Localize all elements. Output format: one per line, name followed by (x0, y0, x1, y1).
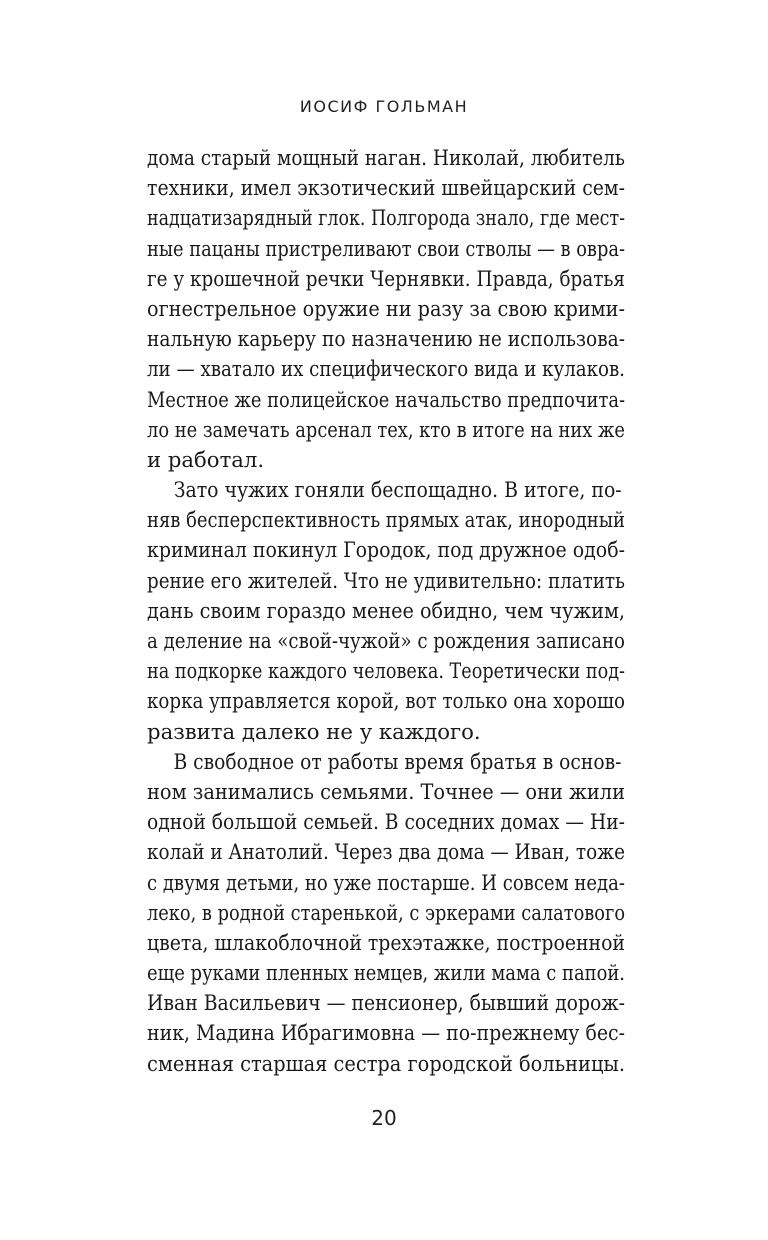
text-line: леко, в родной старенькой, с эркерами салатового (147, 899, 626, 925)
text-line: развита далеко не у каждого. (147, 718, 481, 744)
text-line: надцатизарядный глок. Полгорода знало, где мест- (147, 205, 626, 231)
text-line: цвета, шлакоблочной трехэтажке, построенной (147, 929, 625, 955)
paragraph (147, 143, 625, 475)
text-line: Иван Васильевич — пенсионер, бывший дорож- (147, 990, 626, 1016)
text-line: техники, имел экзотический швейцарский сем- (147, 175, 625, 201)
page-number: 20 (371, 1106, 397, 1130)
text-line: с двумя детьми, но уже постарше. И совсем неда- (147, 869, 625, 895)
text-line: ло не замечать арсенал тех, кто в итоге на них же (147, 416, 625, 442)
text-line: на подкорке каждого человека. Теоретически под- (147, 658, 626, 684)
text-line: В свободное от работы время братья в основ- (173, 748, 622, 774)
text-line: одной большой семьей. В соседних домах — Ни- (147, 809, 625, 835)
paragraph (147, 747, 625, 1079)
text-line: огнестрельное оружие ни разу за свою крими- (147, 295, 625, 321)
text-line: ник, Мадина Ибрагимовна — по-прежнему бес- (147, 1020, 626, 1046)
body-text (147, 143, 625, 1079)
text-line: рение его жителей. Что не удивительно: платить (147, 567, 626, 593)
text-line: ном занимались семьями. Точнее — они жили (147, 778, 625, 804)
text-line: и работал. (147, 446, 265, 472)
text-line: колай и Анатолий. Через два дома — Иван, тоже (147, 839, 625, 865)
text-line: дома старый мощный наган. Николай, любитель (147, 145, 625, 170)
text-line: дань своим гораздо менее обидно, чем чужим, (147, 597, 626, 623)
running-head: ИОСИФ ГОЛЬМАН (299, 97, 469, 116)
paragraph (147, 475, 625, 747)
text-line: Зато чужих гоняли беспощадно. В итоге, по- (173, 477, 622, 503)
text-line: Местное же полицейское начальство предпочита- (147, 386, 625, 412)
text-line: сменная старшая сестра городской больницы. (147, 1050, 626, 1076)
text-line: ли — хватало их специфического вида и кулаков. (147, 356, 625, 382)
text-line: няв бесперспективность прямых атак, инородный (147, 507, 625, 533)
text-line: ге у крошечной речки Чернявки. Правда, братья (147, 265, 625, 291)
text-line: ные пацаны пристреливают свои стволы — в овра- (147, 235, 625, 261)
text-line: нальную карьеру по назначению не использова- (147, 326, 626, 352)
text-line: криминал покинул Городок, под дружное одоб- (147, 537, 625, 563)
text-line: а деление на «свой-чужой» с рождения записано (147, 628, 626, 653)
text-line: еще руками пленных немцев, жили мама с папой. (147, 960, 625, 986)
text-line: корка управляется корой, вот только она хорошо (147, 688, 626, 714)
